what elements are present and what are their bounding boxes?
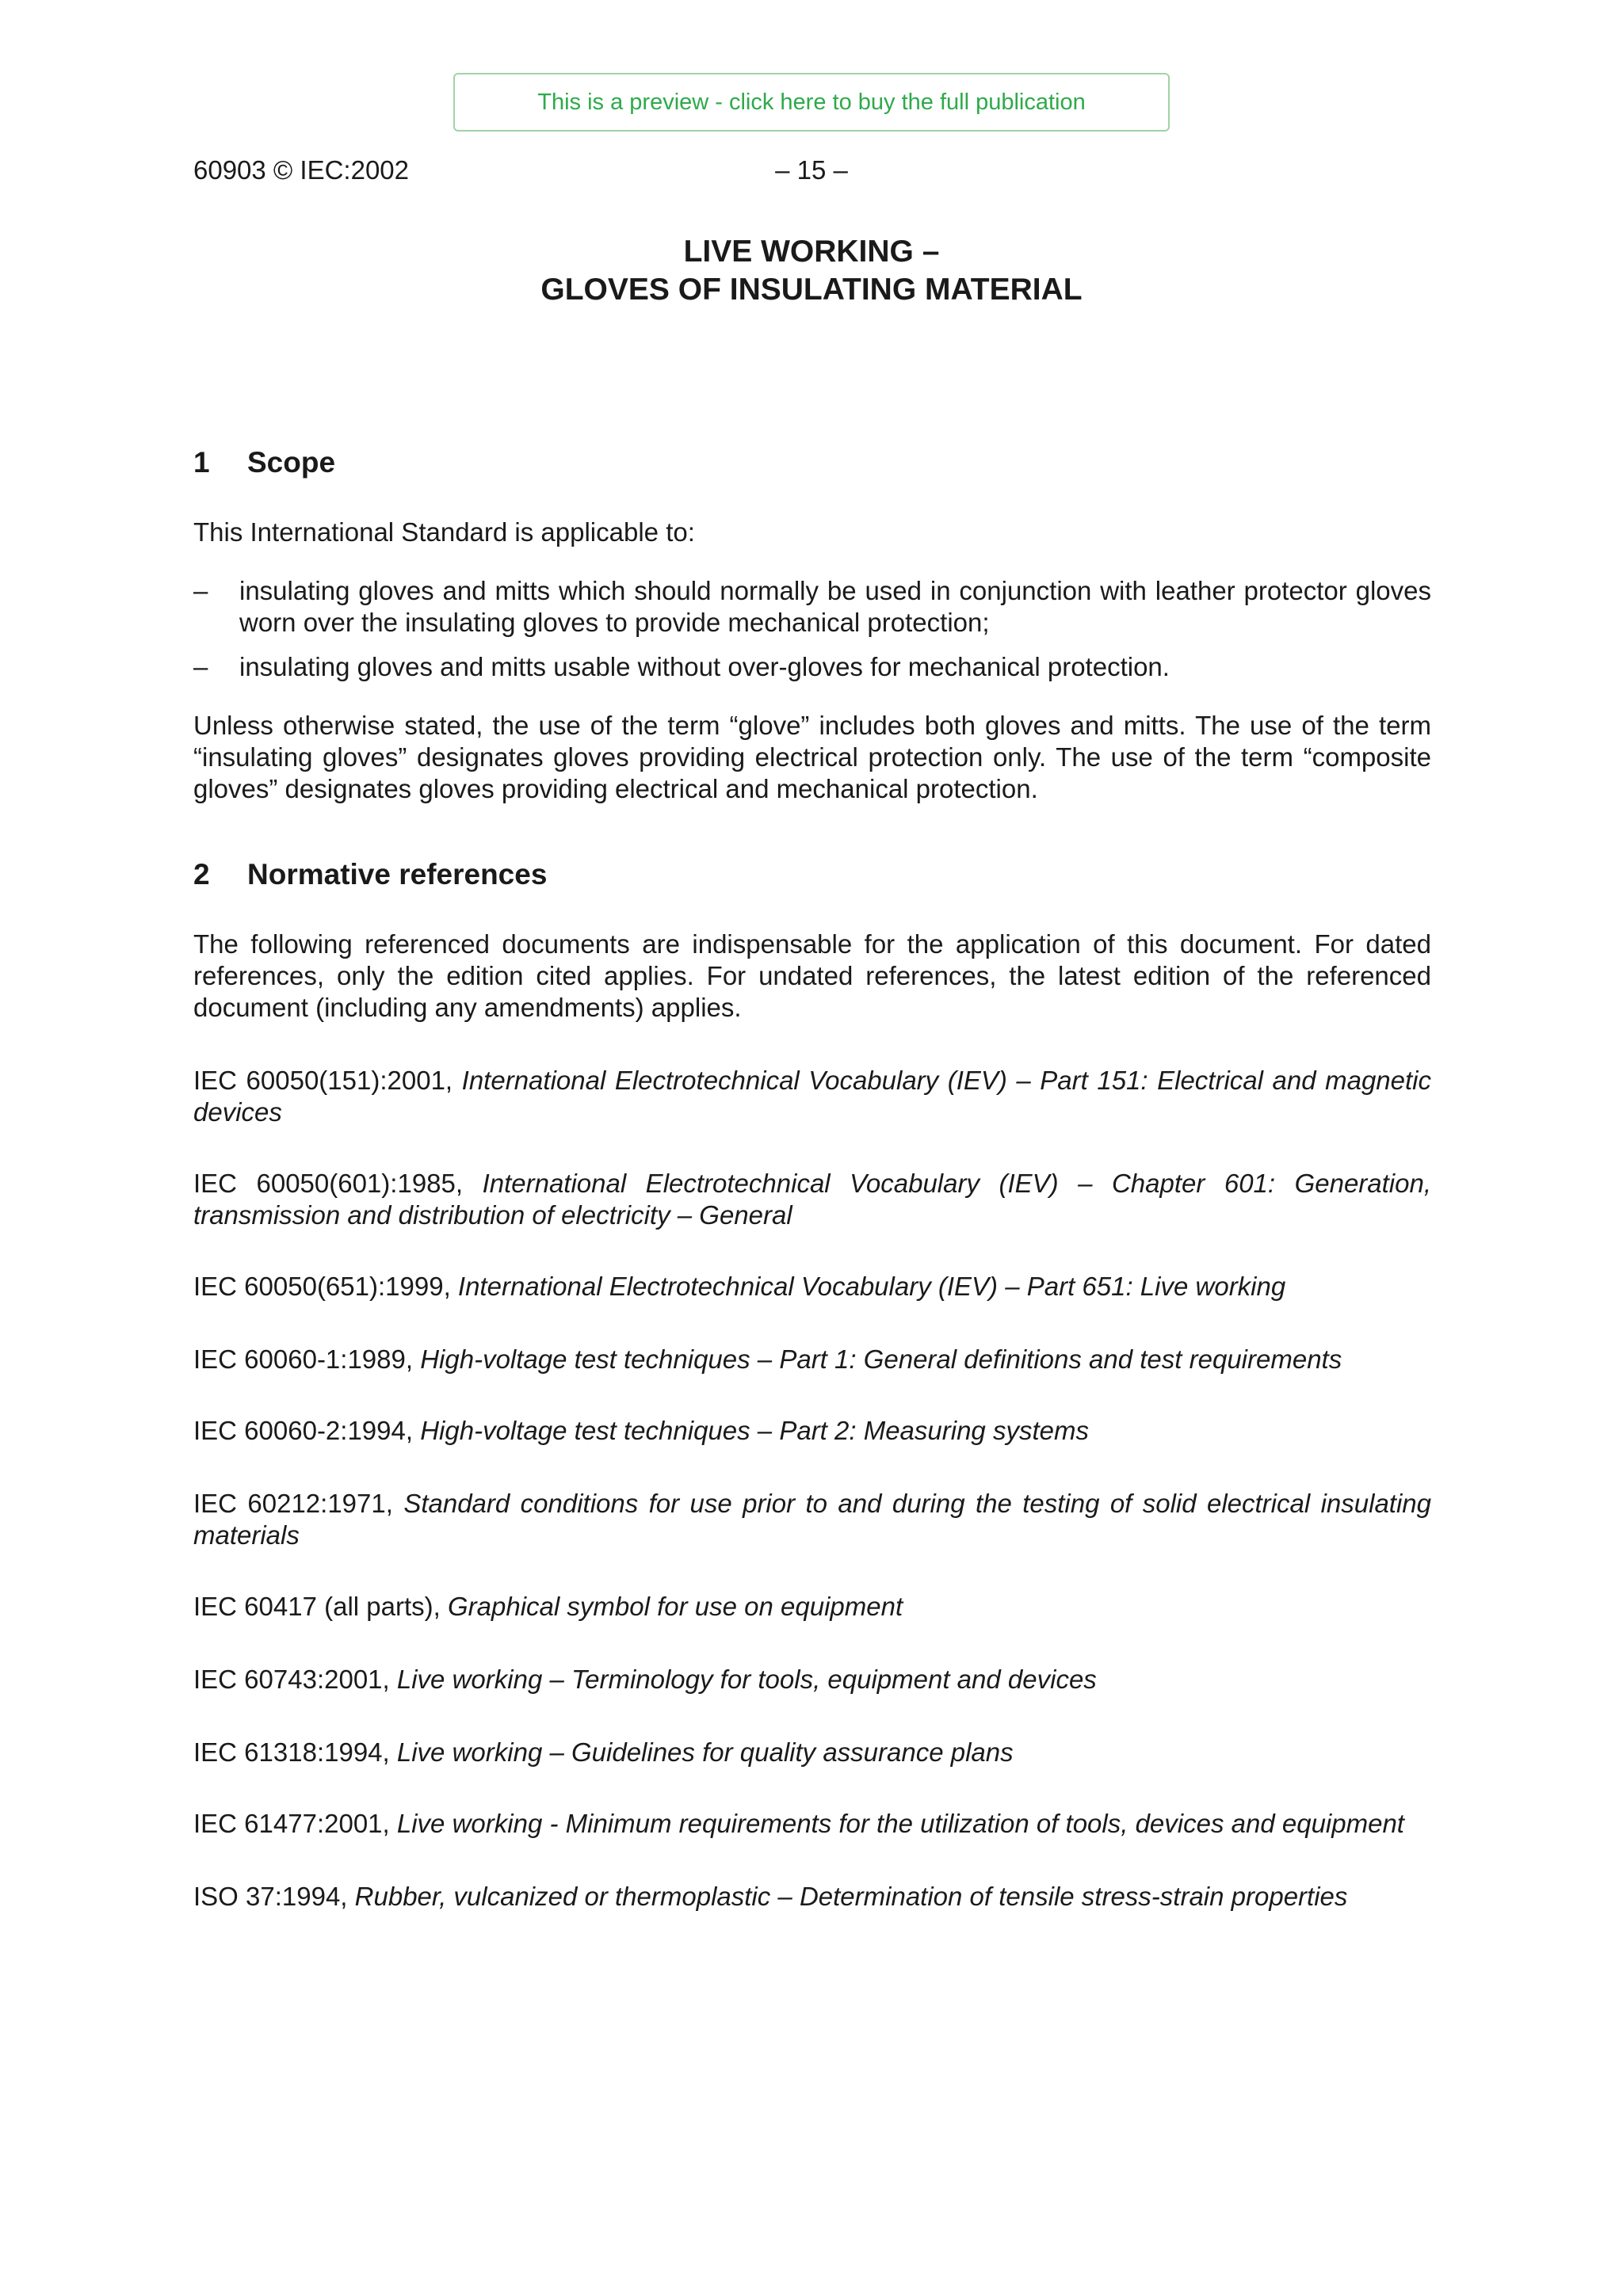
list-item — [193, 651, 1431, 683]
section-2-heading — [193, 856, 1431, 894]
reference-code: IEC 61477:2001, — [193, 1809, 390, 1838]
preview-banner-text[interactable]: This is a preview - click here to buy the full publication — [537, 89, 1086, 115]
bullet-dash: – — [193, 576, 208, 605]
list-item — [193, 575, 1431, 639]
section-1-number: 1 — [193, 446, 210, 479]
reference-title: Live working – Guidelines for quality assurance plans — [396, 1737, 1014, 1767]
title-line-1: LIVE WORKING – — [683, 235, 940, 269]
reference-title: International Electrotechnical Vocabulary (IEV) – Chapter 601: Generation, transmission and distribution of electricity – General — [193, 1169, 1432, 1230]
reference-title: High-voltage test techniques – Part 2: Measuring systems — [420, 1416, 1089, 1445]
reference-title: International Electrotechnical Vocabulary (IEV) – Part 151: Electrical and magnetic devices — [193, 1066, 1432, 1127]
reference-title: Graphical symbol for use on equipment — [447, 1592, 903, 1621]
reference-code: IEC 60050(151):2001, — [193, 1066, 453, 1095]
document-id: 60903 © IEC:2002 — [193, 155, 410, 185]
reference-item — [193, 1808, 1431, 1840]
reference-code: IEC 60050(651):1999, — [193, 1272, 451, 1301]
document-body — [193, 444, 1431, 1913]
reference-item — [193, 1168, 1431, 1231]
section-2-title: Normative references — [247, 858, 548, 891]
reference-code: ISO 37:1994, — [193, 1882, 348, 1911]
reference-title: High-voltage test techniques – Part 1: General definitions and test requirements — [420, 1344, 1342, 1374]
reference-title: Rubber, vulcanized or thermoplastic – Determination of tensile stress-strain properties — [354, 1882, 1348, 1911]
reference-title: Live working - Minimum requirements for the utilization of tools, devices and equipment — [396, 1809, 1404, 1838]
reference-item — [193, 1881, 1431, 1913]
normative-paragraph: The following referenced documents are indispensable for the application of this document. For dated references, only the edition cited applies. For undated references, the latest edition of the referenced document (including any amendments) applies. — [193, 929, 1431, 1022]
scope-intro: This International Standard is applicable to: — [193, 517, 695, 547]
reference-code: IEC 60743:2001, — [193, 1665, 390, 1694]
section-2-number: 2 — [193, 858, 210, 891]
reference-code: IEC 60050(601):1985, — [193, 1169, 464, 1198]
buy-publication-link[interactable] — [453, 73, 1170, 132]
reference-item — [193, 1065, 1431, 1128]
title-line-2: GLOVES OF INSULATING MATERIAL — [540, 273, 1083, 307]
scope-bullet-1: insulating gloves and mitts which should normally be used in conjunction with leather protector gloves worn over the insulating gloves to provide mechanical protection; — [239, 576, 1431, 637]
reference-item — [193, 1488, 1431, 1551]
reference-code: IEC 60417 (all parts), — [193, 1592, 441, 1621]
reference-item — [193, 1344, 1431, 1375]
reference-code: IEC 61318:1994, — [193, 1737, 390, 1767]
section-1-heading — [193, 444, 1431, 482]
scope-paragraph: Unless otherwise stated, the use of the term “glove” includes both gloves and mitts. The use of the term “insulating gloves” designates gloves providing electrical protection only. The use of the term “composite gloves” designates gloves providing electrical and mechanical protection. — [193, 711, 1431, 803]
reference-title: Live working – Terminology for tools, equipment and devices — [396, 1665, 1097, 1694]
reference-title: Standard conditions for use prior to and during the testing of solid electrical insulating materials — [193, 1489, 1432, 1550]
reference-item — [193, 1415, 1431, 1447]
reference-item — [193, 1271, 1431, 1302]
reference-item — [193, 1737, 1431, 1768]
reference-item — [193, 1664, 1431, 1695]
document-title — [0, 233, 1623, 309]
bullet-dash: – — [193, 652, 208, 681]
reference-title: International Electrotechnical Vocabulary (IEV) – Part 651: Live working — [457, 1272, 1286, 1301]
reference-code: IEC 60060-2:1994, — [193, 1416, 414, 1445]
reference-code: IEC 60212:1971, — [193, 1489, 393, 1518]
scope-bullet-2: insulating gloves and mitts usable without over-gloves for mechanical protection. — [239, 652, 1170, 681]
reference-code: IEC 60060-1:1989, — [193, 1344, 414, 1374]
reference-item — [193, 1591, 1431, 1623]
section-1-title: Scope — [247, 446, 336, 479]
page-number: – 15 – — [775, 155, 848, 185]
